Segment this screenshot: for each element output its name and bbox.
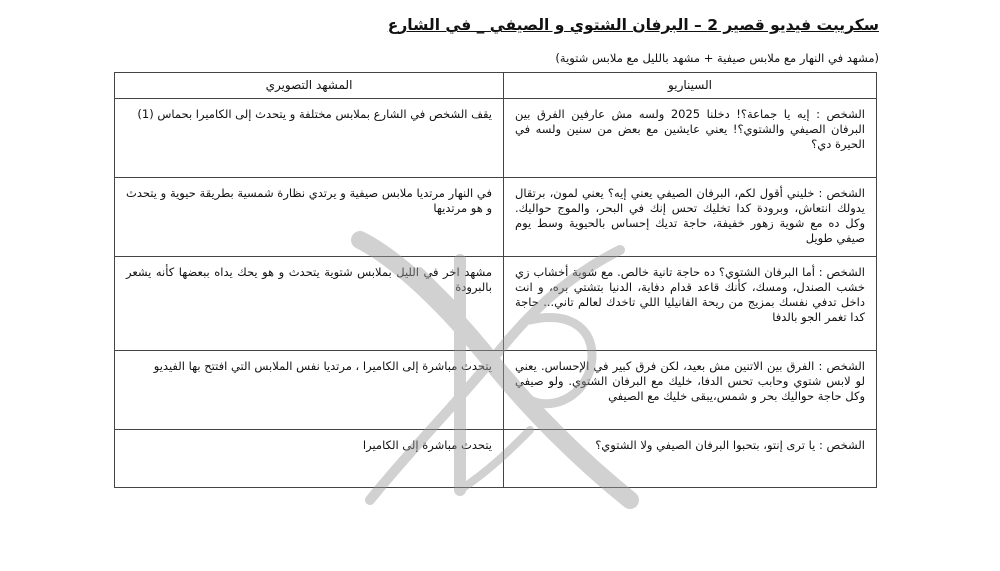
table-row [115,351,877,430]
shot-cell: يتحدث مباشرة إلى الكاميرا ، مرتديا نفس الملابس التي افتتح بها الفيديو [115,351,504,430]
scenario-cell: الشخص : أما البرفان الشتوي؟ ده حاجة تانية خالص. مع شوية أخشاب زي خشب الصندل، ومسك، كأنك قاعد قدام دفاية، الدنيا بتشتي بره، و انت داخل تدفي نفسك بمزيج من ريحة الفانيليا اللي تاخدك لعالم تاني... حاجة كدا تغمر الجو بالدفا [504,257,877,351]
table-header-row [115,73,877,99]
shot-cell: يقف الشخص في الشارع بملابس مختلفة و يتحدث إلى الكاميرا بحماس (1) [115,99,504,178]
shot-cell: في النهار مرتديا ملابس صيفية و يرتدي نظارة شمسية بطريقة حيوية و يتحدث و هو مرتديها [115,178,504,257]
scenario-cell: الشخص : إيه يا جماعة؟! دخلنا 2025 ولسه مش عارفين الفرق بين البرفان الصيفي والشتوي؟! يعني عايشين مع بعض من سنين ولسه في الحيرة دي؟ [504,99,877,178]
header-scenario: السيناريو [504,73,877,99]
shot-cell: مشهد اخر في الليل بملابس شتوية يتحدث و هو يحك يداه ببعضها كأنه يشعر بالبرودة [115,257,504,351]
shot-cell: يتحدث مباشرة إلى الكاميرا [115,430,504,488]
scenario-cell: الشخص : خليني أقول لكم، البرفان الصيفي يعني إيه؟ يعني لمون، برتقال يدولك انتعاش، وبرودة كدا تخليك تحس إنك في البحر، والموج حواليك. وكل ده مع شوية زهور خفيفة، حاجة تديك إحساس بالحيوية وسط يوم صيفي طويل [504,178,877,257]
table-row [115,99,877,178]
scenario-cell: الشخص : يا ترى إنتو، بتحبوا البرفان الصيفي ولا الشتوي؟ [504,430,877,488]
table-row [115,257,877,351]
table-row [115,178,877,257]
document-title: سكريبت فيديو قصير 2 – البرفان الشتوي و الصيفي _ في الشارع [387,16,879,34]
table-row [115,430,877,488]
scenario-cell: الشخص : الفرق بين الاتنين مش بعيد، لكن فرق كبير في الإحساس. يعني لو لابس شتوي وحابب تحس الدفا، خليك مع البرفان الشتوي. ولو صيفي وكل حاجة حواليك بحر و شمس،يبقى خليك مع الصيفي [504,351,877,430]
script-table [114,72,877,488]
document-subtitle: (مشهد في النهار مع ملابس صيفية + مشهد بالليل مع ملابس شتوية) [555,51,879,65]
header-shot: المشهد التصويري [115,73,504,99]
